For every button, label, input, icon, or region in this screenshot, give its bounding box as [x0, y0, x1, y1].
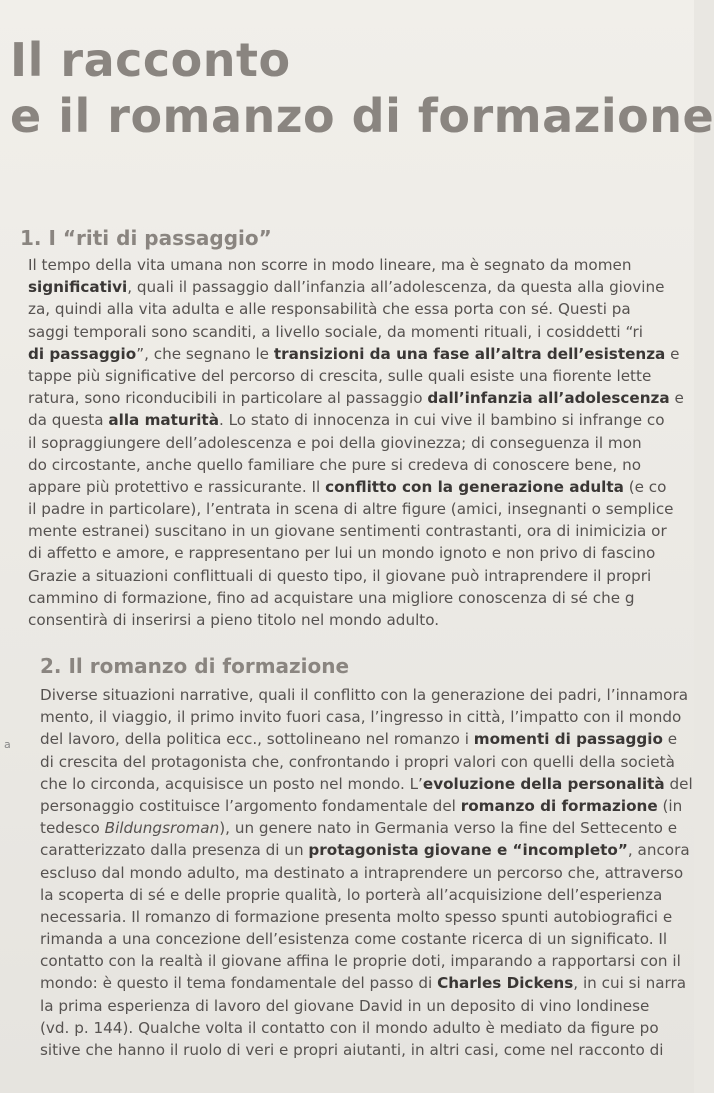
- text-line: [28, 476, 688, 498]
- chapter-title: [10, 32, 714, 144]
- text-span: mondo: è questo il tema fondamentale del passo di: [40, 974, 438, 993]
- text-span: tedesco: [40, 819, 105, 838]
- text-span: che lo circonda, acquisisce un posto nel mondo. L’: [40, 774, 423, 793]
- text-line: [40, 1039, 688, 1061]
- text-span: Il tempo della vita umana non scorre in modo lineare, ma è segnato da momen: [28, 256, 632, 274]
- text-span: appare più protettivo e rassicurante. Il: [28, 477, 326, 496]
- bold-phrase: protagonista giovane e “incompleto”: [308, 841, 628, 860]
- text-line: [40, 773, 693, 795]
- text-span: za, quindi alla vita adulta e alle responsabilità che essa porta con sé. Questi pa: [28, 300, 631, 319]
- text-span: (in: [657, 796, 683, 815]
- text-line: [40, 950, 688, 972]
- text-span: ratura, sono riconducibili in particolare al passaggio: [28, 389, 428, 408]
- bold-phrase: significativi: [28, 278, 128, 297]
- text-line: [28, 520, 688, 542]
- text-line: [40, 928, 688, 950]
- bold-phrase: momenti di passaggio: [473, 730, 663, 749]
- italic-phrase: Bildungsroman: [104, 819, 220, 838]
- text-span: e: [669, 389, 684, 408]
- section-1-body: [28, 254, 688, 631]
- text-span: ”, che segnano le: [136, 344, 274, 363]
- text-span: da questa: [28, 411, 109, 430]
- section-1-heading: 1. I “riti di passaggio”: [20, 226, 272, 250]
- text-span: cammino di formazione, fino ad acquistare una migliore conoscenza di sé che g: [28, 588, 635, 607]
- text-span: e: [662, 730, 678, 749]
- text-line: [28, 609, 688, 631]
- text-line: [28, 365, 688, 387]
- text-line: [28, 321, 688, 343]
- text-span: Grazie a situazioni conflittuali di questo tipo, il giovane può intraprendere il propri: [28, 566, 652, 585]
- text-span: necessaria. Il romanzo di formazione presenta molto spesso spunti autobiografici e: [40, 907, 673, 926]
- text-span: contatto con la realtà il giovane affina le proprie doti, imparando a rapportarsi con il: [40, 952, 681, 971]
- text-span: sitive che hanno il ruolo di veri e propri aiutanti, in altri casi, come nel racconto di: [40, 1041, 664, 1059]
- text-span: di affetto e amore, e rappresentano per lui un mondo ignoto e non privo di fascino: [28, 544, 656, 563]
- text-span: rimanda a una concezione dell’esistenza come costante ricerca di un significato. Il: [40, 930, 668, 949]
- text-line: [28, 587, 688, 609]
- text-line: [28, 498, 688, 520]
- text-line: [28, 254, 688, 276]
- text-line: [40, 684, 688, 706]
- text-span: (vd. p. 144). Qualche volta il contatto con il mondo adulto è mediato da figure po: [40, 1018, 659, 1037]
- bold-phrase: conflitto con la generazione adulta: [325, 477, 624, 496]
- text-span: il sopraggiungere dell’adolescenza e poi della giovinezza; di conseguenza il mon: [28, 433, 642, 452]
- text-line: [40, 1017, 688, 1039]
- bold-phrase: transizioni da una fase all’altra dell’esistenza: [273, 344, 666, 363]
- text-span: tappe più significative del percorso di crescita, sulle quali esiste una fiorente lette: [28, 366, 652, 385]
- text-line: [28, 432, 688, 454]
- text-span: escluso dal mondo adulto, ma destinato a intraprendere un percorso che, attraverso: [40, 863, 684, 882]
- text-span: , ancora: [627, 841, 690, 860]
- text-span: di crescita del protagonista che, confrontando i propri valori con quelli della società: [40, 752, 675, 771]
- text-span: del lavoro, della politica ecc., sottolineano nel romanzo i: [40, 730, 474, 749]
- text-span: ), un genere nato in Germania verso la fine del Settecento e: [219, 819, 678, 838]
- text-span: consentirà di inserirsi a pieno titolo nel mondo adulto.: [28, 611, 440, 629]
- text-span: caratterizzato dalla presenza di un: [40, 841, 309, 860]
- bold-phrase: evoluzione della personalità: [422, 774, 665, 793]
- text-line: [40, 884, 688, 906]
- text-span: e: [665, 344, 680, 363]
- chapter-title-line-2: e il romanzo di formazione: [10, 89, 714, 143]
- section-2-heading: 2. Il romanzo di formazione: [40, 654, 350, 678]
- text-span: personaggio costituisce l’argomento fondamentale del: [40, 796, 461, 815]
- text-line: [40, 995, 688, 1017]
- text-line: [28, 387, 688, 409]
- text-span: . Lo stato di innocenza in cui vive il bambino si infrange co: [218, 411, 665, 430]
- text-span: Diverse situazioni narrative, quali il conflitto con la generazione dei padri, l’innamora: [40, 686, 688, 704]
- bold-phrase: Charles Dickens: [437, 974, 574, 993]
- text-span: mento, il viaggio, il primo invito fuori casa, l’ingresso in città, l’impatto con il mondo: [40, 708, 682, 727]
- text-line: [40, 839, 688, 861]
- text-span: mente estranei) suscitano in un giovane sentimenti contrastanti, ora di inimicizia or: [28, 522, 667, 541]
- text-line: [40, 706, 688, 728]
- chapter-title-line-1: Il racconto: [10, 33, 291, 87]
- text-line: [40, 728, 688, 750]
- text-line: [28, 343, 688, 365]
- text-span: , quali il passaggio dall’infanzia all’adolescenza, da questa alla giovine: [127, 278, 665, 297]
- text-line: [28, 298, 688, 320]
- text-line: [28, 409, 688, 431]
- text-span: saggi temporali sono scanditi, a livello sociale, da momenti rituali, i cosiddetti “ri: [28, 322, 643, 341]
- text-span: la scoperta di sé e delle proprie qualità, lo porterà all’acquisizione dell’esperienza: [40, 885, 663, 904]
- text-span: do circostante, anche quello familiare che pure si credeva di conoscere bene, no: [28, 455, 642, 474]
- text-line: [40, 972, 688, 994]
- text-line: [40, 817, 688, 839]
- text-line: [40, 906, 688, 928]
- text-span: il padre in particolare), l’entrata in scena di altre figure (amici, insegnanti o semplice: [28, 500, 674, 519]
- text-line: [28, 454, 688, 476]
- bold-phrase: dall’infanzia all’adolescenza: [427, 389, 670, 408]
- text-line: [40, 795, 688, 817]
- text-span: del: [664, 774, 693, 793]
- text-line: [40, 751, 688, 773]
- bold-phrase: alla maturità: [108, 411, 219, 430]
- text-line: [40, 862, 688, 884]
- section-2-body: [40, 684, 693, 1061]
- margin-mark: a: [4, 738, 11, 751]
- bold-phrase: di passaggio: [28, 344, 137, 363]
- bold-phrase: romanzo di formazione: [460, 796, 658, 815]
- text-span: (e co: [623, 477, 667, 496]
- text-line: [28, 542, 688, 564]
- text-line: [28, 276, 688, 298]
- text-span: la prima esperienza di lavoro del giovane David in un deposito di vino londinese: [40, 996, 650, 1015]
- text-span: , in cui si narra: [573, 974, 687, 993]
- text-line: [28, 565, 688, 587]
